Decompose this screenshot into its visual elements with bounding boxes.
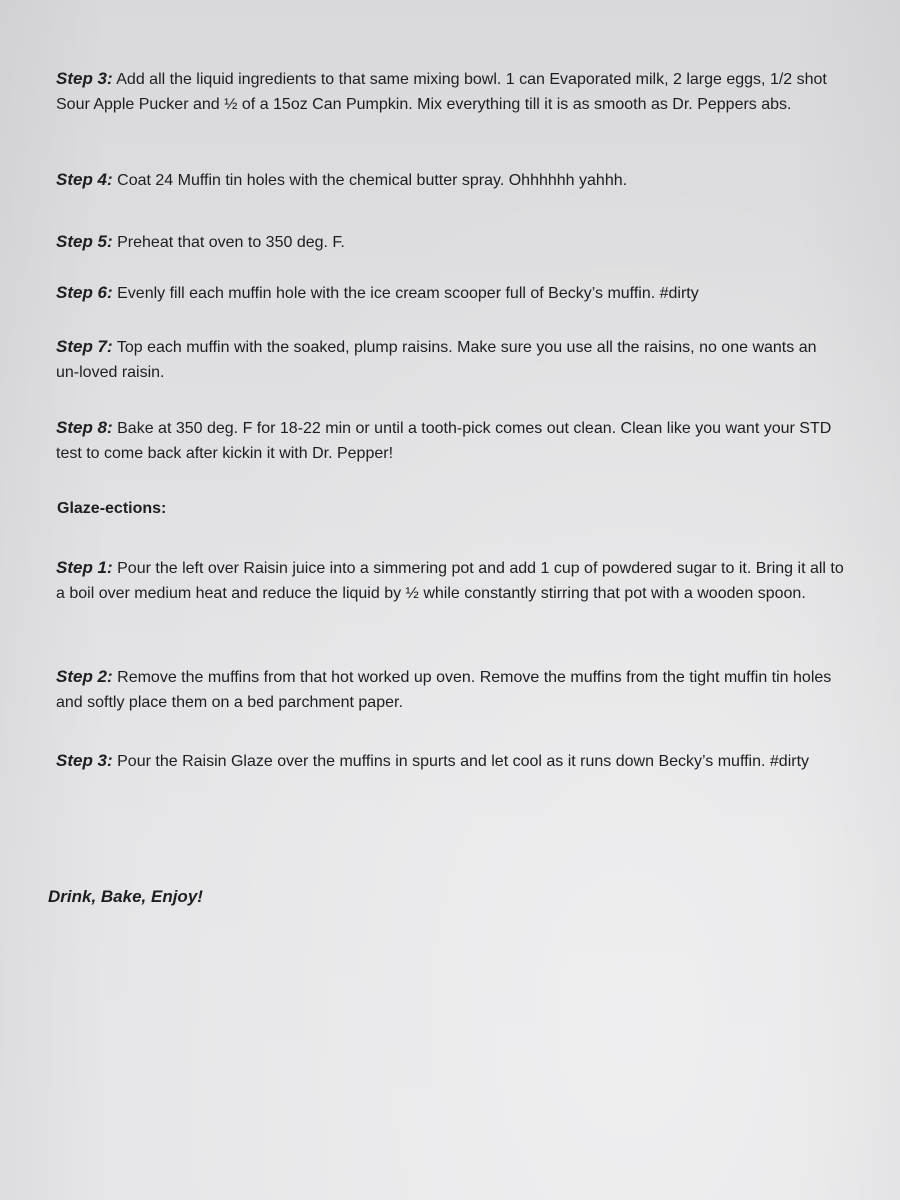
step-label: Step 3:	[56, 69, 113, 88]
signoff: Drink, Bake, Enjoy!	[48, 887, 203, 906]
step-text: Add all the liquid ingredients to that same mixing bowl. 1 can Evaporated milk, 2 large eggs, 1/2 shot Sour Apple Pucker and ½ of a 15oz Can Pumpkin. Mix everything till it is as smooth as Dr. Peppers abs.	[56, 71, 827, 113]
step-text: Preheat that oven to 350 deg. F.	[112, 234, 345, 251]
step-6-fill	[56, 280, 846, 306]
glaze-step-2	[56, 664, 846, 715]
step-text: Remove the muffins from that hot worked up oven. Remove the muffins from the tight muffin tin holes and softly place them on a bed parchment paper.	[56, 669, 832, 711]
step-text: Pour the Raisin Glaze over the muffins in spurts and let cool as it runs down Becky’s muffin. #dirty	[112, 753, 810, 770]
glaze-step-3	[56, 748, 856, 774]
step-label: Step 1:	[56, 558, 113, 577]
step-text: Top each muffin with the soaked, plump raisins. Make sure you use all the raisins, no one wants an un-loved raisin.	[56, 339, 817, 381]
glaze-step-1	[56, 555, 856, 606]
step-label: Step 4:	[56, 170, 113, 189]
step-4-coat-tins	[56, 167, 846, 193]
step-label: Step 7:	[56, 337, 113, 356]
step-5-preheat	[56, 229, 846, 255]
step-text: Pour the left over Raisin juice into a simmering pot and add 1 cup of powdered sugar to it. Bring it all to a boil over medium heat and reduce the liquid by ½ while constantly stirring that pot with a wooden spoon.	[56, 560, 844, 602]
step-text: Evenly fill each muffin hole with the ice cream scooper full of Becky’s muffin. #dirty	[112, 285, 699, 302]
step-text: Bake at 350 deg. F for 18-22 min or until a tooth-pick comes out clean. Clean like you want your STD test to come back after kickin it with Dr. Pepper!	[56, 420, 832, 462]
step-label: Step 8:	[56, 418, 113, 437]
step-label: Step 2:	[56, 667, 113, 686]
step-label: Step 5:	[56, 232, 113, 251]
step-label: Step 3:	[56, 751, 113, 770]
step-label: Step 6:	[56, 283, 113, 302]
step-3-liquid-ingredients	[56, 66, 856, 117]
step-text: Coat 24 Muffin tin holes with the chemical butter spray. Ohhhhhh yahhh.	[112, 172, 628, 189]
step-7-raisins	[56, 334, 836, 385]
glaze-heading: Glaze-ections:	[57, 500, 167, 517]
step-8-bake	[56, 415, 846, 466]
